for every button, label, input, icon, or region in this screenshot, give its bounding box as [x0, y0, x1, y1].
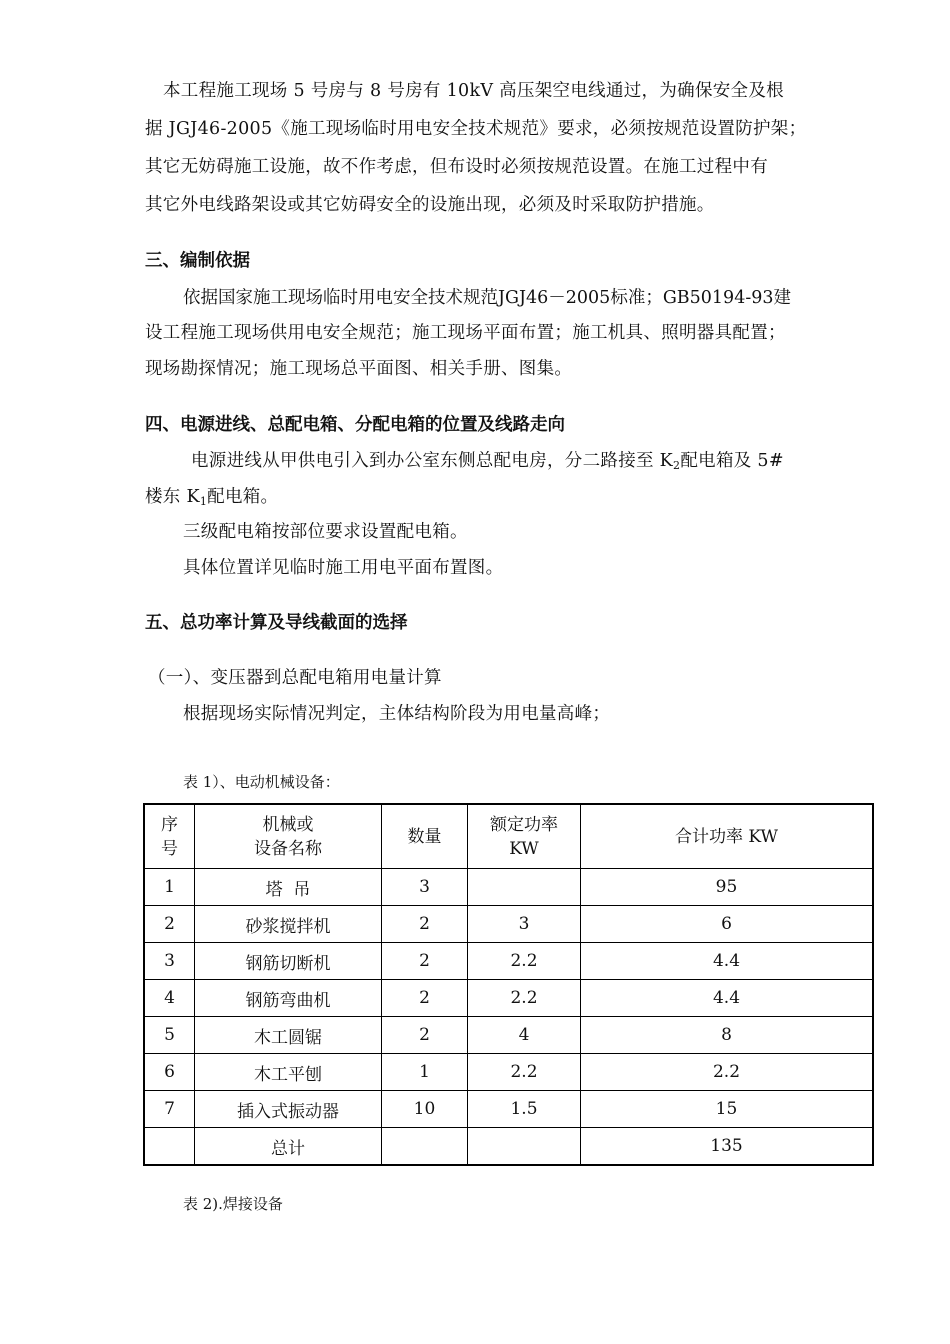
header-total: 合计功率 KW [581, 804, 874, 869]
cell-rated: 2.2 [468, 943, 581, 980]
cell-qty: 1 [382, 1054, 468, 1091]
cell-no: 3 [144, 943, 195, 980]
cell-rated [468, 1128, 581, 1166]
cell-total: 4.4 [581, 943, 874, 980]
cell-total: 4.4 [581, 980, 874, 1017]
header-text: 序 [161, 814, 178, 835]
cell-qty: 2 [382, 906, 468, 943]
cell-rated: 3 [468, 906, 581, 943]
equipment-table [143, 803, 874, 1166]
cell-total: 2.2 [581, 1054, 874, 1091]
cell-total: 95 [581, 869, 874, 906]
cell-no: 6 [144, 1054, 195, 1091]
header-qty: 数量 [382, 804, 468, 869]
header-rated [468, 804, 581, 869]
cell-no: 5 [144, 1017, 195, 1054]
cell-total: 6 [581, 906, 874, 943]
table-row [144, 980, 873, 1017]
header-text: 设备名称 [254, 838, 322, 859]
section-4-para-3: 具体位置详见临时施工用电平面布置图。 [183, 558, 504, 578]
cell-name: 钢筋弯曲机 [195, 980, 382, 1017]
section-5-heading: 五、总功率计算及导线截面的选择 [145, 613, 408, 633]
intro-line-4: 其它外电线路架设或其它妨碍安全的设施出现，必须及时采取防护措施。 [145, 195, 715, 215]
table-row [144, 906, 873, 943]
table-row [144, 1054, 873, 1091]
cell-no: 4 [144, 980, 195, 1017]
cell-name: 塔 吊 [195, 869, 382, 906]
subscript: 2 [673, 459, 681, 472]
text-span: 电源进线从甲供电引入到办公室东侧总配电房，分二路接至 K [191, 451, 674, 471]
intro-line-3: 其它无妨碍施工设施，故不作考虑，但布设时必须按规范设置。在施工过程中有 [145, 157, 768, 177]
cell-name: 砂浆搅拌机 [195, 906, 382, 943]
cell-no [144, 1128, 195, 1166]
cell-name: 钢筋切断机 [195, 943, 382, 980]
cell-qty: 2 [382, 943, 468, 980]
section-3-line-2: 设工程施工现场供用电安全规范；施工现场平面布置；施工机具、照明器具配置； [145, 323, 786, 343]
table-row [144, 943, 873, 980]
section-4-para-1-line-2 [145, 485, 278, 509]
text-span: 配电箱。 [207, 487, 279, 507]
cell-qty: 10 [382, 1091, 468, 1128]
table-row [144, 1017, 873, 1054]
intro-line-2: 据 JGJ46-2005《施工现场临时用电安全技术规范》要求，必须按规范设置防护架； [145, 119, 807, 139]
header-text: KW [509, 838, 539, 859]
header-text: 机械或 [262, 814, 314, 835]
cell-name: 木工圆锯 [195, 1017, 382, 1054]
cell-no: 1 [144, 869, 195, 906]
cell-rated: 4 [468, 1017, 581, 1054]
section-3-heading: 三、编制依据 [145, 251, 250, 271]
intro-line-1: 本工程施工现场 5 号房与 8 号房有 10kV 高压架空电线通过，为确保安全及根 [163, 81, 784, 101]
header-text: 号 [161, 838, 178, 859]
table-row [144, 869, 873, 906]
cell-name: 木工平刨 [195, 1054, 382, 1091]
table-row [144, 1091, 873, 1128]
section-5-subheading-1: （一）、变压器到总配电箱用电量计算 [148, 668, 442, 688]
cell-name: 插入式振动器 [195, 1091, 382, 1128]
cell-no: 2 [144, 906, 195, 943]
section-3-line-3: 现场勘探情况；施工现场总平面图、相关手册、图集。 [145, 359, 573, 379]
cell-name: 总计 [195, 1128, 382, 1166]
header-no [144, 804, 195, 869]
cell-rated [468, 869, 581, 906]
cell-total: 15 [581, 1091, 874, 1128]
text-span: 楼东 K [145, 487, 200, 507]
subscript: 1 [199, 495, 208, 508]
cell-total: 135 [581, 1128, 874, 1166]
header-text: 额定功率 [490, 814, 558, 835]
cell-qty: 2 [382, 1017, 468, 1054]
cell-qty [382, 1128, 468, 1166]
section-4-heading: 四、电源进线、总配电箱、分配电箱的位置及线路走向 [145, 415, 565, 435]
table-1-caption: 表 1）、电动机械设备： [183, 773, 340, 791]
table-2-caption: 表 2).焊接设备 [183, 1195, 283, 1213]
cell-rated: 1.5 [468, 1091, 581, 1128]
header-name [195, 804, 382, 869]
table-total-row [144, 1128, 873, 1166]
table-header-row [144, 804, 873, 869]
cell-no: 7 [144, 1091, 195, 1128]
section-4-para-1-line-1 [191, 449, 784, 473]
cell-rated: 2.2 [468, 980, 581, 1017]
cell-total: 8 [581, 1017, 874, 1054]
section-3-line-1: 依据国家施工现场临时用电安全技术规范JGJ46－2005标准；GB50194-93建 [183, 288, 792, 308]
cell-rated: 2.2 [468, 1054, 581, 1091]
cell-qty: 3 [382, 869, 468, 906]
section-4-para-2: 三级配电箱按部位要求设置配电箱。 [183, 522, 468, 542]
text-span: 配电箱及 5# [680, 451, 784, 471]
section-5-para-1: 根据现场实际情况判定，主体结构阶段为用电量高峰； [183, 704, 611, 724]
cell-qty: 2 [382, 980, 468, 1017]
